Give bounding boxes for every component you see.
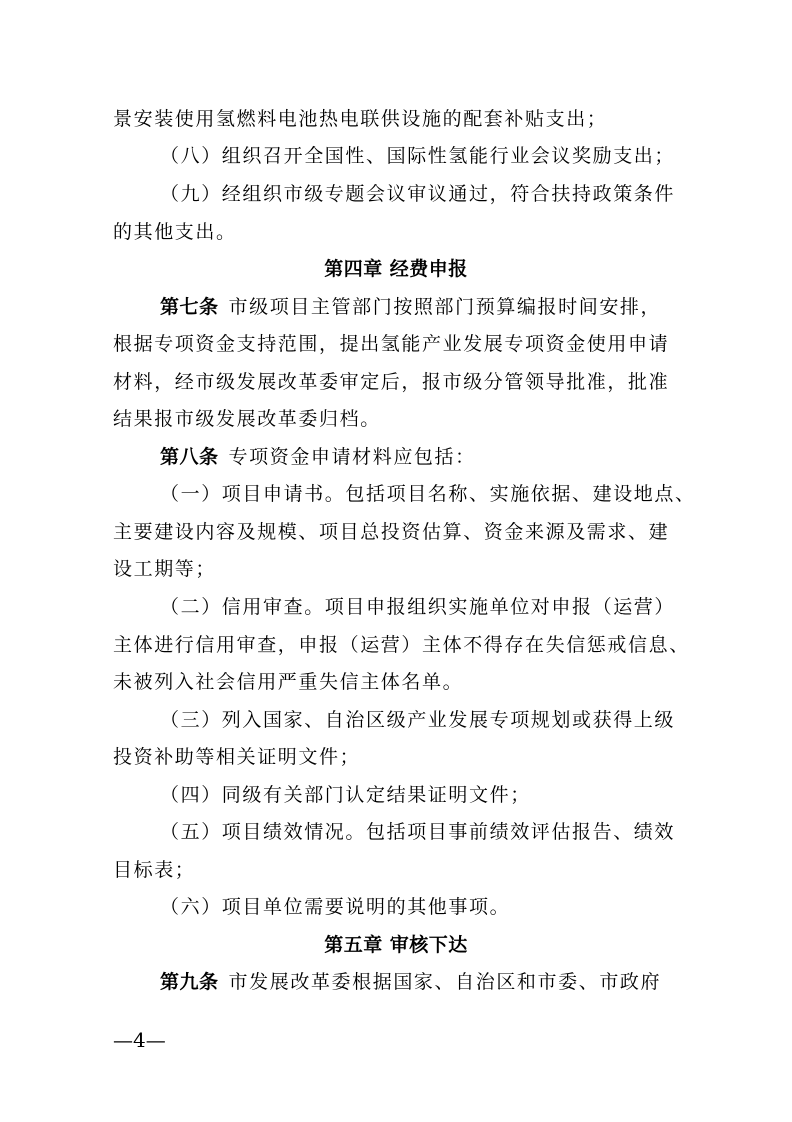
article-text: 市级项目主管部门按照部门预算编报时间安排，	[228, 296, 662, 318]
text-line: 主要建设内容及规模、项目总投资估算、资金来源及需求、建	[113, 521, 670, 543]
article-heading: 第九条	[160, 971, 219, 993]
text-line: 目标表；	[113, 859, 196, 881]
text-line: 主体进行信用审查，申报（运营）主体不得存在失信惩戒信息、	[113, 634, 690, 656]
text-line: 结果报市级发展改革委归档。	[113, 408, 381, 430]
text-line: 根据专项资金支持范围，提出氢能产业发展专项资金使用申请	[113, 333, 670, 355]
list-item-line: （三）列入国家、自治区级产业发展专项规划或获得上级	[160, 709, 676, 731]
article-text: 市发展改革委根据国家、自治区和市委、市政府	[228, 971, 662, 993]
text-line: （九）经组织市级专题会议审议通过，符合扶持政策条件	[160, 183, 676, 205]
list-item-line: （四）同级有关部门认定结果证明文件；	[160, 784, 531, 806]
article-heading: 第八条	[160, 446, 219, 468]
chapter-title: 第四章 经费申报	[324, 258, 468, 280]
text-line: 未被列入社会信用严重失信主体名单。	[113, 671, 464, 693]
text-line: 景安装使用氢燃料电池热电联供设施的配套补贴支出；	[113, 108, 608, 130]
text-line: 的其他支出。	[113, 221, 237, 243]
article-line	[160, 444, 679, 470]
list-item-line: （六）项目单位需要说明的其他事项。	[160, 896, 511, 918]
text-line: 设工期等；	[113, 558, 217, 580]
article-line	[160, 294, 679, 320]
text-line: （八）组织召开全国性、国际性氢能行业会议奖励支出；	[160, 145, 676, 167]
article-heading: 第七条	[160, 296, 219, 318]
text-line: 投资补助等相关证明文件；	[113, 746, 361, 768]
list-item-line: （一）项目申请书。包括项目名称、实施依据、建设地点、	[160, 483, 696, 505]
article-line	[160, 969, 679, 995]
text-line: 材料，经市级发展改革委审定后，报市级分管领导批准，批准	[113, 371, 670, 393]
chapter-title: 第五章 审核下达	[324, 934, 468, 956]
list-item-line: （二）信用审查。项目申报组织实施单位对申报（运营）	[160, 596, 676, 618]
article-text: 专项资金申请材料应包括：	[228, 446, 476, 468]
list-item-line: （五）项目绩效情况。包括项目事前绩效评估报告、绩效	[160, 821, 676, 843]
page-number: —4—	[113, 1028, 166, 1052]
